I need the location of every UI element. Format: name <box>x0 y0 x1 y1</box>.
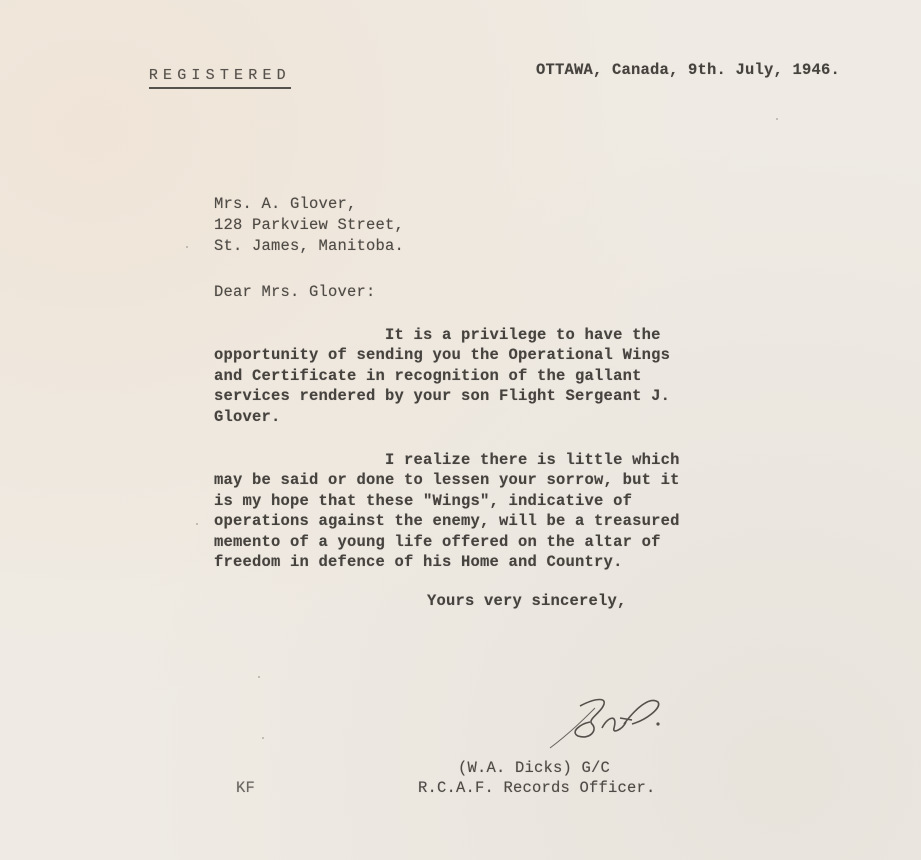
recipient-city: St. James, Manitoba. <box>214 237 405 255</box>
dateline: OTTAWA, Canada, 9th. July, 1946. <box>536 61 841 79</box>
body-line: is my hope that these "Wings", indicative of <box>214 492 633 510</box>
registered-letter: E <box>234 67 248 89</box>
registered-letter: R <box>149 67 163 89</box>
body-line: and Certificate in recognition of the gallant <box>214 367 642 385</box>
registered-letter: R <box>248 67 262 89</box>
registered-letter: E <box>163 67 177 89</box>
closing: Yours very sincerely, <box>427 592 627 610</box>
body-line: Glover. <box>214 408 281 426</box>
registered-letter: D <box>277 67 291 89</box>
registered-letter: G <box>177 67 191 89</box>
paper-speck <box>262 737 264 739</box>
paper-speck <box>186 246 188 248</box>
registered-stamp <box>92 50 291 106</box>
body-line: services rendered by your son Flight Sergeant J. <box>214 387 671 405</box>
registered-letter: S <box>206 67 220 89</box>
body-line: I realize there is little which <box>214 451 680 469</box>
paper-speck <box>258 676 260 678</box>
body-line: freedom in defence of his Home and Country. <box>214 553 623 571</box>
body-line: opportunity of sending you the Operational Wings <box>214 346 671 364</box>
signatory-name: (W.A. Dicks) G/C <box>458 759 611 777</box>
body-line: It is a privilege to have the <box>214 326 661 344</box>
paper-speck <box>196 523 198 525</box>
body-line: operations against the enemy, will be a treasured <box>214 512 680 530</box>
registered-letter: E <box>262 67 276 89</box>
paper-speck <box>776 118 778 120</box>
signatory-title: R.C.A.F. Records Officer. <box>418 779 656 797</box>
salutation: Dear Mrs. Glover: <box>214 283 376 301</box>
signature-icon <box>540 688 670 758</box>
body-line: may be said or done to lessen your sorrow, but it <box>214 471 680 489</box>
registered-letter: T <box>220 67 234 89</box>
typist-initials: KF <box>236 779 256 797</box>
recipient-street: 128 Parkview Street, <box>214 216 405 234</box>
registered-letter: I <box>191 67 205 89</box>
recipient-name: Mrs. A. Glover, <box>214 195 357 213</box>
body-line: memento of a young life offered on the altar of <box>214 533 661 551</box>
